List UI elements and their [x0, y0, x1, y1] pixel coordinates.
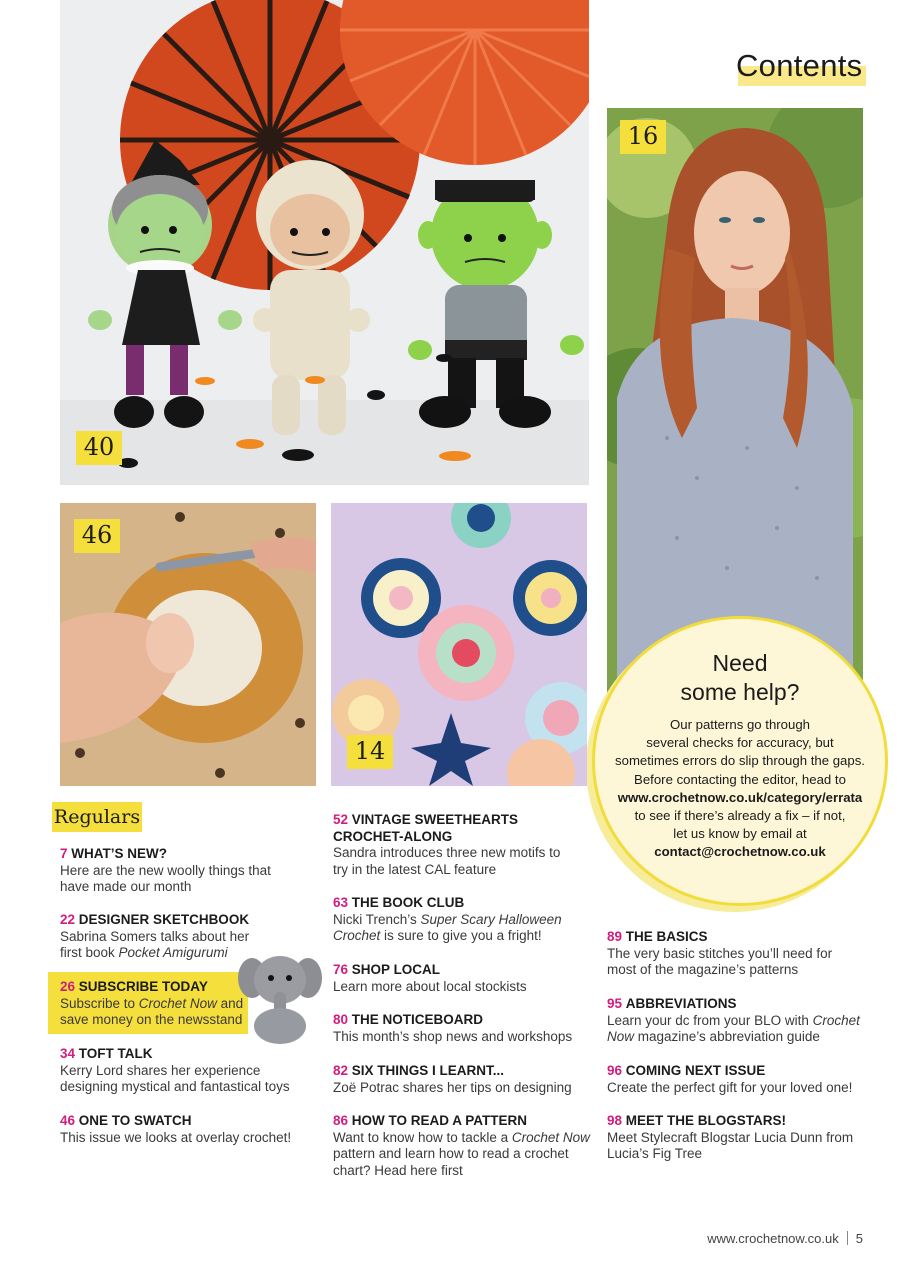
page-number-badge: 46	[74, 519, 120, 553]
contents-entry-abbreviations[interactable]: 95 ABBREVIATIONS Learn your dc from your BLO with Crochet Now magazine’s abbreviation guide	[607, 996, 860, 1044]
page-number-badge: 14	[347, 735, 393, 769]
contents-entry-vintage-sweethearts[interactable]: 52 VINTAGE SWEETHEARTS CROCHET-ALONG Sandra introduces three new motifs to try in the latest CAL feature	[333, 812, 561, 877]
help-heading: Need some help?	[680, 650, 800, 705]
contents-entry-noticeboard[interactable]: 80 THE NOTICEBOARD This month’s shop news and workshops	[333, 1012, 573, 1044]
blanket-motifs-photo	[331, 503, 587, 786]
page-number-badge: 40	[76, 431, 122, 465]
contents-entry-toft-talk[interactable]: 34 TOFT TALK Kerry Lord shares her experience designing mystical and fantastical toys	[60, 1046, 290, 1094]
errata-link[interactable]: www.crochetnow.co.uk/category/errata	[617, 789, 863, 805]
crochet-hook-photo	[60, 503, 316, 786]
contents-entry-meet-the-blogstars[interactable]: 98 MEET THE BLOGSTARS! Meet Stylecraft Blogstar Lucia Dunn from Lucia’s Fig Tree	[607, 1113, 854, 1161]
main-photo-halloween-dolls	[60, 0, 589, 485]
contents-entry-shop-local[interactable]: 76 SHOP LOCAL Learn more about local stockists	[333, 962, 527, 994]
contents-entry-designer-sketchbook[interactable]: 22 DESIGNER SKETCHBOOK Sabrina Somers talks about her first book Pocket Amigurumi	[60, 912, 250, 960]
footer-separator	[847, 1231, 848, 1245]
contents-entry-subscribe-today[interactable]: 26 SUBSCRIBE TODAY Subscribe to Crochet Now and save money on the newsstand	[60, 979, 244, 1027]
contents-entry-read-a-pattern[interactable]: 86 HOW TO READ A PATTERN Want to know how to tackle a Crochet Now pattern and learn how to read a crochet chart? Head here first	[333, 1113, 590, 1178]
portrait-photo-sweater	[607, 108, 863, 698]
contents-entry-coming-next-issue[interactable]: 96 COMING NEXT ISSUE Create the perfect gift for your loved one!	[607, 1063, 853, 1095]
help-callout	[592, 616, 888, 906]
contents-entry-six-things[interactable]: 82 SIX THINGS I LEARNT... Zoë Potrac shares her tips on designing	[333, 1063, 572, 1095]
contents-entry-one-to-swatch[interactable]: 46 ONE TO SWATCH This issue we looks at overlay crochet!	[60, 1113, 292, 1145]
contents-entry-book-club[interactable]: 63 THE BOOK CLUB Nicki Trench’s Super Scary Halloween Crochet is sure to give you a fright!	[333, 895, 562, 943]
regulars-label: Regulars	[52, 802, 142, 832]
footer-website-link[interactable]: www.crochetnow.co.uk	[707, 1231, 839, 1246]
contents-entry-the-basics[interactable]: 89 THE BASICS The very basic stitches you’ll need for most of the magazine’s patterns	[607, 929, 833, 977]
contents-entry-whats-new[interactable]: 7 WHAT’S NEW? Here are the new woolly things that have made our month	[60, 846, 271, 894]
page-number: 5	[855, 1231, 863, 1246]
contact-email-link[interactable]: contact@crochetnow.co.uk	[654, 844, 826, 860]
help-text: Our patterns go through several checks for accuracy, but sometimes errors do slip through the gaps. Before contacting the editor, head to www.crochetnow.co.uk/category/errata to see if there’s already a fix – if not, let us know by email at contact@crochetnow.co.uk	[615, 717, 865, 860]
page-number-badge: 16	[620, 120, 666, 154]
page-footer	[707, 1231, 863, 1246]
page-title: Contents	[720, 48, 870, 88]
